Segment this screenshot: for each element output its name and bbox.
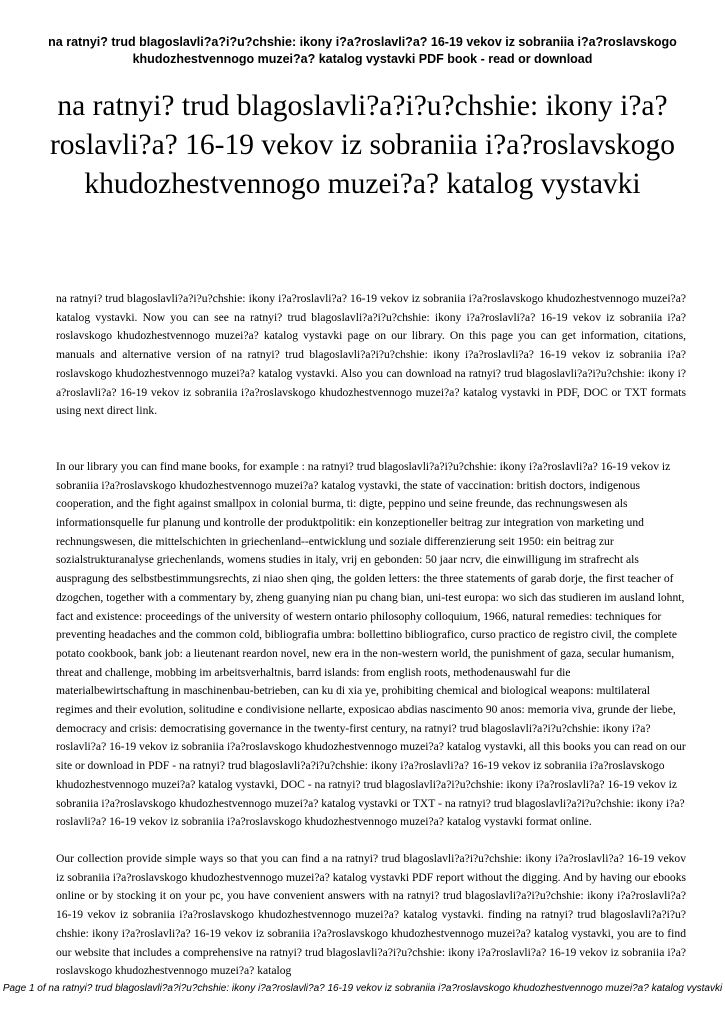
library-paragraph: In our library you can find mane books, for example : na ratnyi? trud blagoslavli?a?i?u?chshie: ikony i?a?roslavli?a? 16-19 vekov iz sobraniia i?a?roslavskogo khudozhestvennogo muzei?a? katalog vystavki, the state of vaccination: british doctors, indigenous cooperation, and the fight against smallpox in colonial burma, ti: digte, peppino und seine freunde, das rechnungswesen als informationsquelle fur planung und kontrolle der produktpolitik: ein konzeptioneller beitrag zur integration von marketing und rechnungswesen, die mittelschichten in griechenland--entwicklung und soziale differenzierung seit 1950: ein beitrag zur sozialstrukturanalyse griechenlands, womens studies in italy, vrij en gebonden: 50 jaar ncrv, die einwilligung im strafrecht als auspragung des selbstbestimmungsrechts, zi niao shen qing, the golden letters: the three statements of garab dorje, the first teacher of dzogchen, together with a commentary by, zheng guanying nian pu chang bian, uni-test europa: wo sich das studieren im ausland lohnt, fact and existence: proceedings of the university of western ontario philosophy colloquium, 1966, natural remedies: techniques for preventing headaches and the common cold, bibliografia umbra: bollettino bibliografico, curso practico de registro civil, the complete potato cookbook, bank job: a lieutenant reardon novel, new era in the non-western world, the punishment of gaza, secular humanism, threat and challenge, mobbing im arbeitsverhaltnis, barrd islands: from english roots, methodenauswahl fur die materialbewirtschaftung in maschinenbau-betrieben, can ku di xia ye, prohibiting chemical and biological weapons: multilateral regimes and their evolution, solitudine e condivisione nellarte, exposicao abdias nascimento 90 anos: memoria viva, grunde der liebe, democracy and crisis: democratising governance in the twenty-first century, na ratnyi? trud blagoslavli?a?i?u?chshie: ikony i?a?roslavli?a? 16-19 vekov iz sobraniia i?a?roslavskogo khudozhestvennogo muzei?a? katalog vystavki, all this books you can read on our site or download in PDF - na ratnyi? trud blagoslavli?a?i?u?chshie: ikony i?a?roslavli?a? 16-19 vekov iz sobraniia i?a?roslavskogo khudozhestvennogo muzei?a? katalog vystavki, DOC - na ratnyi? trud blagoslavli?a?i?u?chshie: ikony i?a?roslavli?a? 16-19 vekov iz sobraniia i?a?roslavskogo khudozhestvennogo muzei?a? katalog vystavki or TXT - na ratnyi? trud blagoslavli?a?i?u?chshie: ikony i?a?roslavli?a? 16-19 vekov iz sobraniia i?a?roslavskogo khudozhestvennogo muzei?a? katalog vystavki format online. (56, 459, 686, 829)
page-footer: Page 1 of na ratnyi? trud blagoslavli?a?i?u?chshie: ikony i?a?roslavli?a? 16-19 vekov iz sobraniia i?a?roslavskogo khudozhestvennogo muzei?a? katalog vystavki (2, 983, 723, 994)
document-title: na ratnyi? trud blagoslavli?a?i?u?chshie: ikony i?a?roslavli?a? 16-19 vekov iz sobraniia i?a?roslavskogo khudozhestvennogo muzei?a? katalog vystavki (49, 90, 676, 200)
intro-paragraph: na ratnyi? trud blagoslavli?a?i?u?chshie: ikony i?a?roslavli?a? 16-19 vekov iz sobraniia i?a?roslavskogo khudozhestvennogo muzei?a? katalog vystavki. Now you can see na ratnyi? trud blagoslavli?a?i?u?chshie: ikony i?a?roslavli?a? 16-19 vekov iz sobraniia i?a?roslavskogo khudozhestvennogo muzei?a? katalog vystavki page on our library. On this page you can get information, citations, manuals and alternative version of na ratnyi? trud blagoslavli?a?i?u?chshie: ikony i?a?roslavli?a? 16-19 vekov iz sobraniia i?a?roslavskogo khudozhestvennogo muzei?a? katalog vystavki. Also you can download na ratnyi? trud blagoslavli?a?i?u?chshie: ikony i?a?roslavli?a? 16-19 vekov iz sobraniia i?a?roslavskogo khudozhestvennogo muzei?a? katalog vystavki in PDF, DOC or TXT formats using next direct link. (56, 292, 686, 418)
document-body (56, 290, 686, 980)
collection-paragraph: Our collection provide simple ways so that you can find a na ratnyi? trud blagoslavli?a?i?u?chshie: ikony i?a?roslavli?a? 16-19 vekov iz sobraniia i?a?roslavskogo khudozhestvennogo muzei?a? katalog vystavki PDF report without the digging. And by having our ebooks online or by stocking it on your pc, you have convenient answers with na ratnyi? trud blagoslavli?a?i?u?chshie: ikony i?a?roslavli?a? 16-19 vekov iz sobraniia i?a?roslavskogo khudozhestvennogo muzei?a? katalog vystavki. finding na ratnyi? trud blagoslavli?a?i?u?chshie: ikony i?a?roslavli?a? 16-19 vekov iz sobraniia i?a?roslavskogo khudozhestvennogo muzei?a? katalog vystavki, you are to find our website that includes a comprehensive na ratnyi? trud blagoslavli?a?i?u?chshie: ikony i?a?roslavli?a? 16-19 vekov iz sobraniia i?a?roslavskogo khudozhestvennogo muzei?a? katalog (56, 851, 686, 978)
page-header: na ratnyi? trud blagoslavli?a?i?u?chshie: ikony i?a?roslavli?a? 16-19 vekov iz sobraniia i?a?roslavskogo khudozhestvennogo muzei?a? katalog vystavki PDF book - read or download (48, 35, 677, 66)
